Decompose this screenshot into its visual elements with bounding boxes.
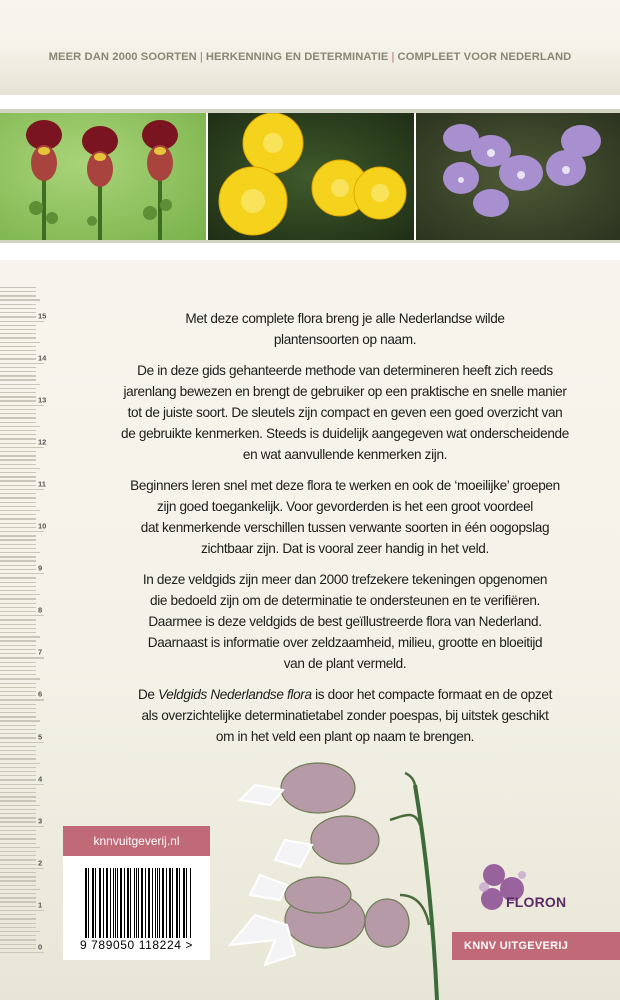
ruler-label: 0 xyxy=(38,942,43,952)
ruler-label: 2 xyxy=(38,858,43,868)
barcode-bar xyxy=(186,868,187,938)
ruler-tick xyxy=(0,342,40,343)
ruler-tick xyxy=(0,763,40,764)
blurb-paragraph xyxy=(90,475,600,559)
ruler-tick xyxy=(0,872,36,873)
text-line: jarenlang bewezen en brengt de gebruiker op een praktische en snelle manier xyxy=(123,384,567,399)
ruler-tick xyxy=(0,430,36,431)
ruler-tick xyxy=(0,640,36,641)
ruler-label: 5 xyxy=(38,732,43,741)
ruler-tick xyxy=(0,510,40,511)
ruler-tick xyxy=(0,809,36,810)
photo-strip xyxy=(0,113,620,240)
ruler-tick xyxy=(0,691,36,692)
ruler-tick xyxy=(0,527,36,528)
ruler-label: 11 xyxy=(38,479,46,489)
ruler-tick xyxy=(0,379,36,380)
ruler-tick xyxy=(0,834,36,835)
ruler-tick xyxy=(0,611,36,612)
barcode-panel xyxy=(63,826,210,960)
ruler-tick xyxy=(0,708,36,709)
text-line: De in deze gids gehanteerde methode van determineren heeft zich reeds xyxy=(137,363,553,378)
ruler-tick xyxy=(0,687,36,688)
ruler-tick xyxy=(0,447,44,448)
isbn-number: 9 789050 118224 > xyxy=(79,938,194,952)
ruler-tick xyxy=(0,939,36,940)
ruler-label: 10 xyxy=(38,521,47,531)
ruler-tick xyxy=(0,363,44,364)
ruler-tick xyxy=(0,594,40,595)
barcode-bar xyxy=(103,868,104,938)
ruler-label: 8 xyxy=(38,605,43,615)
ruler-tick xyxy=(0,733,36,734)
ruler-tick xyxy=(0,754,36,755)
ruler-tick xyxy=(0,720,40,721)
ruler-tick xyxy=(0,674,36,675)
ruler-tick xyxy=(0,413,36,414)
ruler-tick xyxy=(0,796,36,797)
ruler-tick xyxy=(0,502,36,503)
barcode-bar xyxy=(142,868,143,938)
ruler-tick xyxy=(0,805,40,806)
ruler-tick xyxy=(0,788,36,789)
ruler-tick xyxy=(0,514,36,515)
ruler-tick xyxy=(0,632,36,633)
tagline xyxy=(0,51,620,63)
ruler-tick xyxy=(0,552,40,553)
tagline-separator: | xyxy=(391,51,395,63)
ruler-tick xyxy=(0,493,36,494)
ruler-tick xyxy=(0,518,36,519)
text-line: Beginners leren snel met deze flora te werken en ook de ‘moeilijke’ groepen xyxy=(130,478,560,493)
barcode-bar xyxy=(95,868,96,938)
ruler-tick xyxy=(0,746,36,747)
text-line: Daarmee is deze veldgids de best geïllustreerde flora van Nederland. xyxy=(148,614,542,629)
ruler-tick xyxy=(0,371,36,372)
ruler-tick xyxy=(0,497,36,498)
barcode-bar xyxy=(170,868,171,938)
ruler-tick xyxy=(0,304,36,305)
ruler-tick xyxy=(0,792,36,793)
ruler-tick xyxy=(0,434,36,435)
ruler-tick xyxy=(0,539,36,540)
barcode-bar xyxy=(155,868,156,938)
ruler-tick xyxy=(0,291,36,292)
bladder-campion-illustration xyxy=(215,755,465,1000)
ruler-tick xyxy=(0,893,36,894)
text-line: dat kenmerkende verschillen tussen verwante soorten in één oogopslag xyxy=(140,520,550,535)
ruler-label: 3 xyxy=(38,816,43,826)
tagline-item: HERKENNING EN DETERMINATIE xyxy=(205,51,389,63)
ruler-tick xyxy=(0,923,36,924)
ruler-tick xyxy=(0,489,44,490)
ruler-tick xyxy=(0,758,36,759)
barcode-bar xyxy=(100,868,101,938)
barcode-bar xyxy=(172,868,173,938)
text-line: zijn goed toegankelijk. Voor gevorderden is het een groot voordeel xyxy=(157,499,533,514)
ruler xyxy=(0,0,60,1000)
ruler-tick xyxy=(0,657,44,658)
ruler-tick xyxy=(0,560,36,561)
ruler-tick xyxy=(0,354,36,355)
blurb-paragraph xyxy=(90,684,600,747)
ruler-tick xyxy=(0,603,36,604)
ruler-tick xyxy=(0,885,36,886)
ruler-tick xyxy=(0,683,36,684)
ruler-tick xyxy=(0,771,36,772)
ruler-tick xyxy=(0,329,36,330)
ruler-tick xyxy=(0,725,36,726)
ruler-tick xyxy=(0,699,44,700)
ruler-tick xyxy=(0,312,36,313)
ruler-tick xyxy=(0,914,36,915)
ruler-tick xyxy=(0,472,36,473)
ruler-tick xyxy=(0,468,40,469)
ruler-tick xyxy=(0,321,44,322)
ruler-tick xyxy=(0,438,36,439)
ruler-tick xyxy=(0,325,36,326)
ruler-tick xyxy=(0,948,36,949)
ruler-tick xyxy=(0,889,40,890)
ruler-tick xyxy=(0,855,36,856)
ruler-tick xyxy=(0,615,44,616)
ruler-tick xyxy=(0,906,36,907)
ruler-tick xyxy=(0,843,36,844)
divider xyxy=(0,243,620,260)
top-band xyxy=(0,0,620,95)
ruler-tick xyxy=(0,649,36,650)
ruler-label: 12 xyxy=(38,437,47,447)
ruler-tick xyxy=(0,775,36,776)
ruler-label: 15 xyxy=(38,311,47,320)
dandelion-illustration xyxy=(208,113,414,240)
ruler-tick xyxy=(0,864,36,865)
ruler-tick xyxy=(0,400,36,401)
ruler-tick xyxy=(0,826,44,827)
ruler-tick xyxy=(0,935,36,936)
ruler-tick xyxy=(0,569,36,570)
ruler-tick xyxy=(0,556,36,557)
ruler-tick xyxy=(0,813,36,814)
ruler-tick xyxy=(0,784,44,785)
ruler-tick xyxy=(0,350,36,351)
ruler-tick xyxy=(0,586,36,587)
ruler-label: 6 xyxy=(38,689,43,699)
ruler-tick xyxy=(0,299,40,300)
barcode xyxy=(85,868,191,938)
ruler-tick xyxy=(0,405,44,406)
ruler-tick xyxy=(0,847,40,848)
text-line: als overzichtelijke determinatietabel zonder poespas, bij uitstek geschikt xyxy=(141,708,549,723)
ruler-tick xyxy=(0,645,36,646)
ruler-tick xyxy=(0,451,36,452)
ruler-tick xyxy=(0,880,36,881)
ruler-tick xyxy=(0,737,36,738)
ruler-tick xyxy=(0,636,40,637)
text-line: die bedoeld zijn om de determinatie te ondersteunen en te verifiëren. xyxy=(150,593,540,608)
ruler-tick xyxy=(0,548,36,549)
ruler-tick xyxy=(0,396,36,397)
ruler-tick xyxy=(0,918,36,919)
ruler-tick xyxy=(0,480,36,481)
barcode-bar xyxy=(134,868,135,938)
ruler-tick xyxy=(0,868,44,869)
ruler-tick xyxy=(0,628,36,629)
ruler-tick xyxy=(0,716,36,717)
tagline-item: COMPLEET VOOR NEDERLAND xyxy=(397,51,572,63)
blurb xyxy=(90,308,600,757)
ruler-tick xyxy=(0,619,36,620)
ruler-tick xyxy=(0,927,36,928)
ruler-tick xyxy=(0,523,36,524)
publisher-band: KNNV UITGEVERIJ xyxy=(452,932,620,960)
text-line xyxy=(90,684,600,705)
ruler-tick xyxy=(0,662,36,663)
ruler-tick xyxy=(0,316,36,317)
ruler-tick xyxy=(0,607,36,608)
ruler-tick xyxy=(0,337,36,338)
ruler-tick xyxy=(0,931,40,932)
ruler-tick xyxy=(0,897,36,898)
ruler-tick xyxy=(0,742,44,743)
ruler-tick xyxy=(0,767,36,768)
ruler-tick xyxy=(0,308,36,309)
text-line: en wat aanvullende kenmerken zijn. xyxy=(242,447,448,462)
violet-illustration xyxy=(416,113,620,240)
ruler-tick xyxy=(0,346,36,347)
tagline-item: MEER DAN 2000 SOORTEN xyxy=(48,51,197,63)
ruler-tick xyxy=(0,851,36,852)
ruler-tick xyxy=(0,422,36,423)
text-line: plantensoorten op naam. xyxy=(273,332,417,347)
ruler-tick xyxy=(0,704,36,705)
text-line: In deze veldgids zijn meer dan 2000 trefzekere tekeningen opgenomen xyxy=(142,572,548,587)
ruler-tick xyxy=(0,678,40,679)
ruler-tick xyxy=(0,598,36,599)
ruler-tick xyxy=(0,582,36,583)
text-line: zichtbaar zijn. Dat is vooral zeer handig in het veld. xyxy=(201,541,489,556)
ruler-tick xyxy=(0,476,36,477)
ruler-tick xyxy=(0,565,36,566)
violet-photo xyxy=(416,113,620,240)
text-line: tot de juiste soort. De sleutels zijn compact en geven een goed overzicht van xyxy=(127,405,563,420)
text-line: Daarnaast is informatie over zeldzaamheid, milieu, grootte en bloeitijd xyxy=(147,635,543,650)
ruler-tick xyxy=(0,459,36,460)
ruler-tick xyxy=(0,531,44,532)
text-line: om in het veld een plant op naam te brengen. xyxy=(215,729,475,744)
ruler-tick xyxy=(0,358,36,359)
ruler-tick xyxy=(0,779,36,780)
blurb-paragraph xyxy=(90,569,600,674)
ruler-tick xyxy=(0,670,36,671)
barcode-bar xyxy=(130,868,131,938)
ruler-tick xyxy=(0,830,36,831)
blurb-paragraph xyxy=(90,360,600,465)
tagline-separator: | xyxy=(199,51,203,63)
ruler-tick xyxy=(0,876,36,877)
publisher-url[interactable]: knnvuitgeverij.nl xyxy=(63,826,210,856)
floron-wordmark: FLORON xyxy=(506,894,567,910)
ruler-tick xyxy=(0,944,36,945)
ruler-tick xyxy=(0,653,36,654)
ruler-tick xyxy=(0,443,36,444)
ruler-tick xyxy=(0,821,36,822)
ruler-tick xyxy=(0,859,36,860)
barcode-bar xyxy=(124,868,125,938)
barcode-bar xyxy=(149,868,150,938)
ruler-tick xyxy=(0,750,36,751)
ruler-tick xyxy=(0,485,36,486)
ruler-tick xyxy=(0,695,36,696)
ruler-tick xyxy=(0,590,36,591)
ruler-tick xyxy=(0,910,44,911)
text-line: Met deze complete flora breng je alle Nederlandse wilde xyxy=(185,311,505,326)
floron-logo xyxy=(478,863,578,928)
ruler-tick xyxy=(0,384,40,385)
ruler-tick xyxy=(0,838,36,839)
text-line: de gebruikte kenmerken. Steeds is duidelijk aangegeven wat onderscheidende xyxy=(121,426,569,441)
divider xyxy=(0,95,620,110)
ruler-label: 7 xyxy=(38,647,43,657)
ruler-tick xyxy=(0,577,36,578)
ruler-tick xyxy=(0,800,36,801)
ruler-label: 14 xyxy=(38,353,47,363)
ruler-label: 9 xyxy=(38,563,43,573)
ruler-tick xyxy=(0,464,36,465)
ruler-tick xyxy=(0,506,36,507)
ruler-tick xyxy=(0,333,36,334)
ruler-tick xyxy=(0,287,36,288)
ruler-tick xyxy=(0,409,36,410)
blurb-paragraph xyxy=(90,308,600,350)
barcode-bar xyxy=(113,868,114,938)
ruler-tick xyxy=(0,375,36,376)
ruler-tick xyxy=(0,666,36,667)
ruler-tick xyxy=(0,535,36,536)
ruler-label: 1 xyxy=(38,900,43,910)
ruler-tick xyxy=(0,712,36,713)
ruler-tick xyxy=(0,901,36,902)
book-title: Veldgids Nederlandse flora xyxy=(158,687,312,702)
ruler-tick xyxy=(0,392,36,393)
ruler-tick xyxy=(0,417,36,418)
ruler-tick xyxy=(0,817,36,818)
ruler-tick xyxy=(0,426,40,427)
ruler-tick xyxy=(0,544,36,545)
ruler-tick xyxy=(0,624,36,625)
dandelion-photo xyxy=(208,113,414,240)
text-line: van de plant vermeld. xyxy=(283,656,407,671)
barcode-bar xyxy=(88,868,89,938)
ruler-tick xyxy=(0,295,36,296)
ruler-label: 13 xyxy=(38,395,47,405)
ruler-label: 4 xyxy=(38,774,43,784)
text-prefix: De xyxy=(137,687,159,702)
ruler-tick xyxy=(0,455,36,456)
ruler-tick xyxy=(0,367,36,368)
text-rest: is door het compacte formaat en de opzet xyxy=(311,687,553,702)
ruler-tick xyxy=(0,729,36,730)
ruler-tick xyxy=(0,388,36,389)
ruler-tick xyxy=(0,573,44,574)
ruler-tick xyxy=(0,952,44,953)
